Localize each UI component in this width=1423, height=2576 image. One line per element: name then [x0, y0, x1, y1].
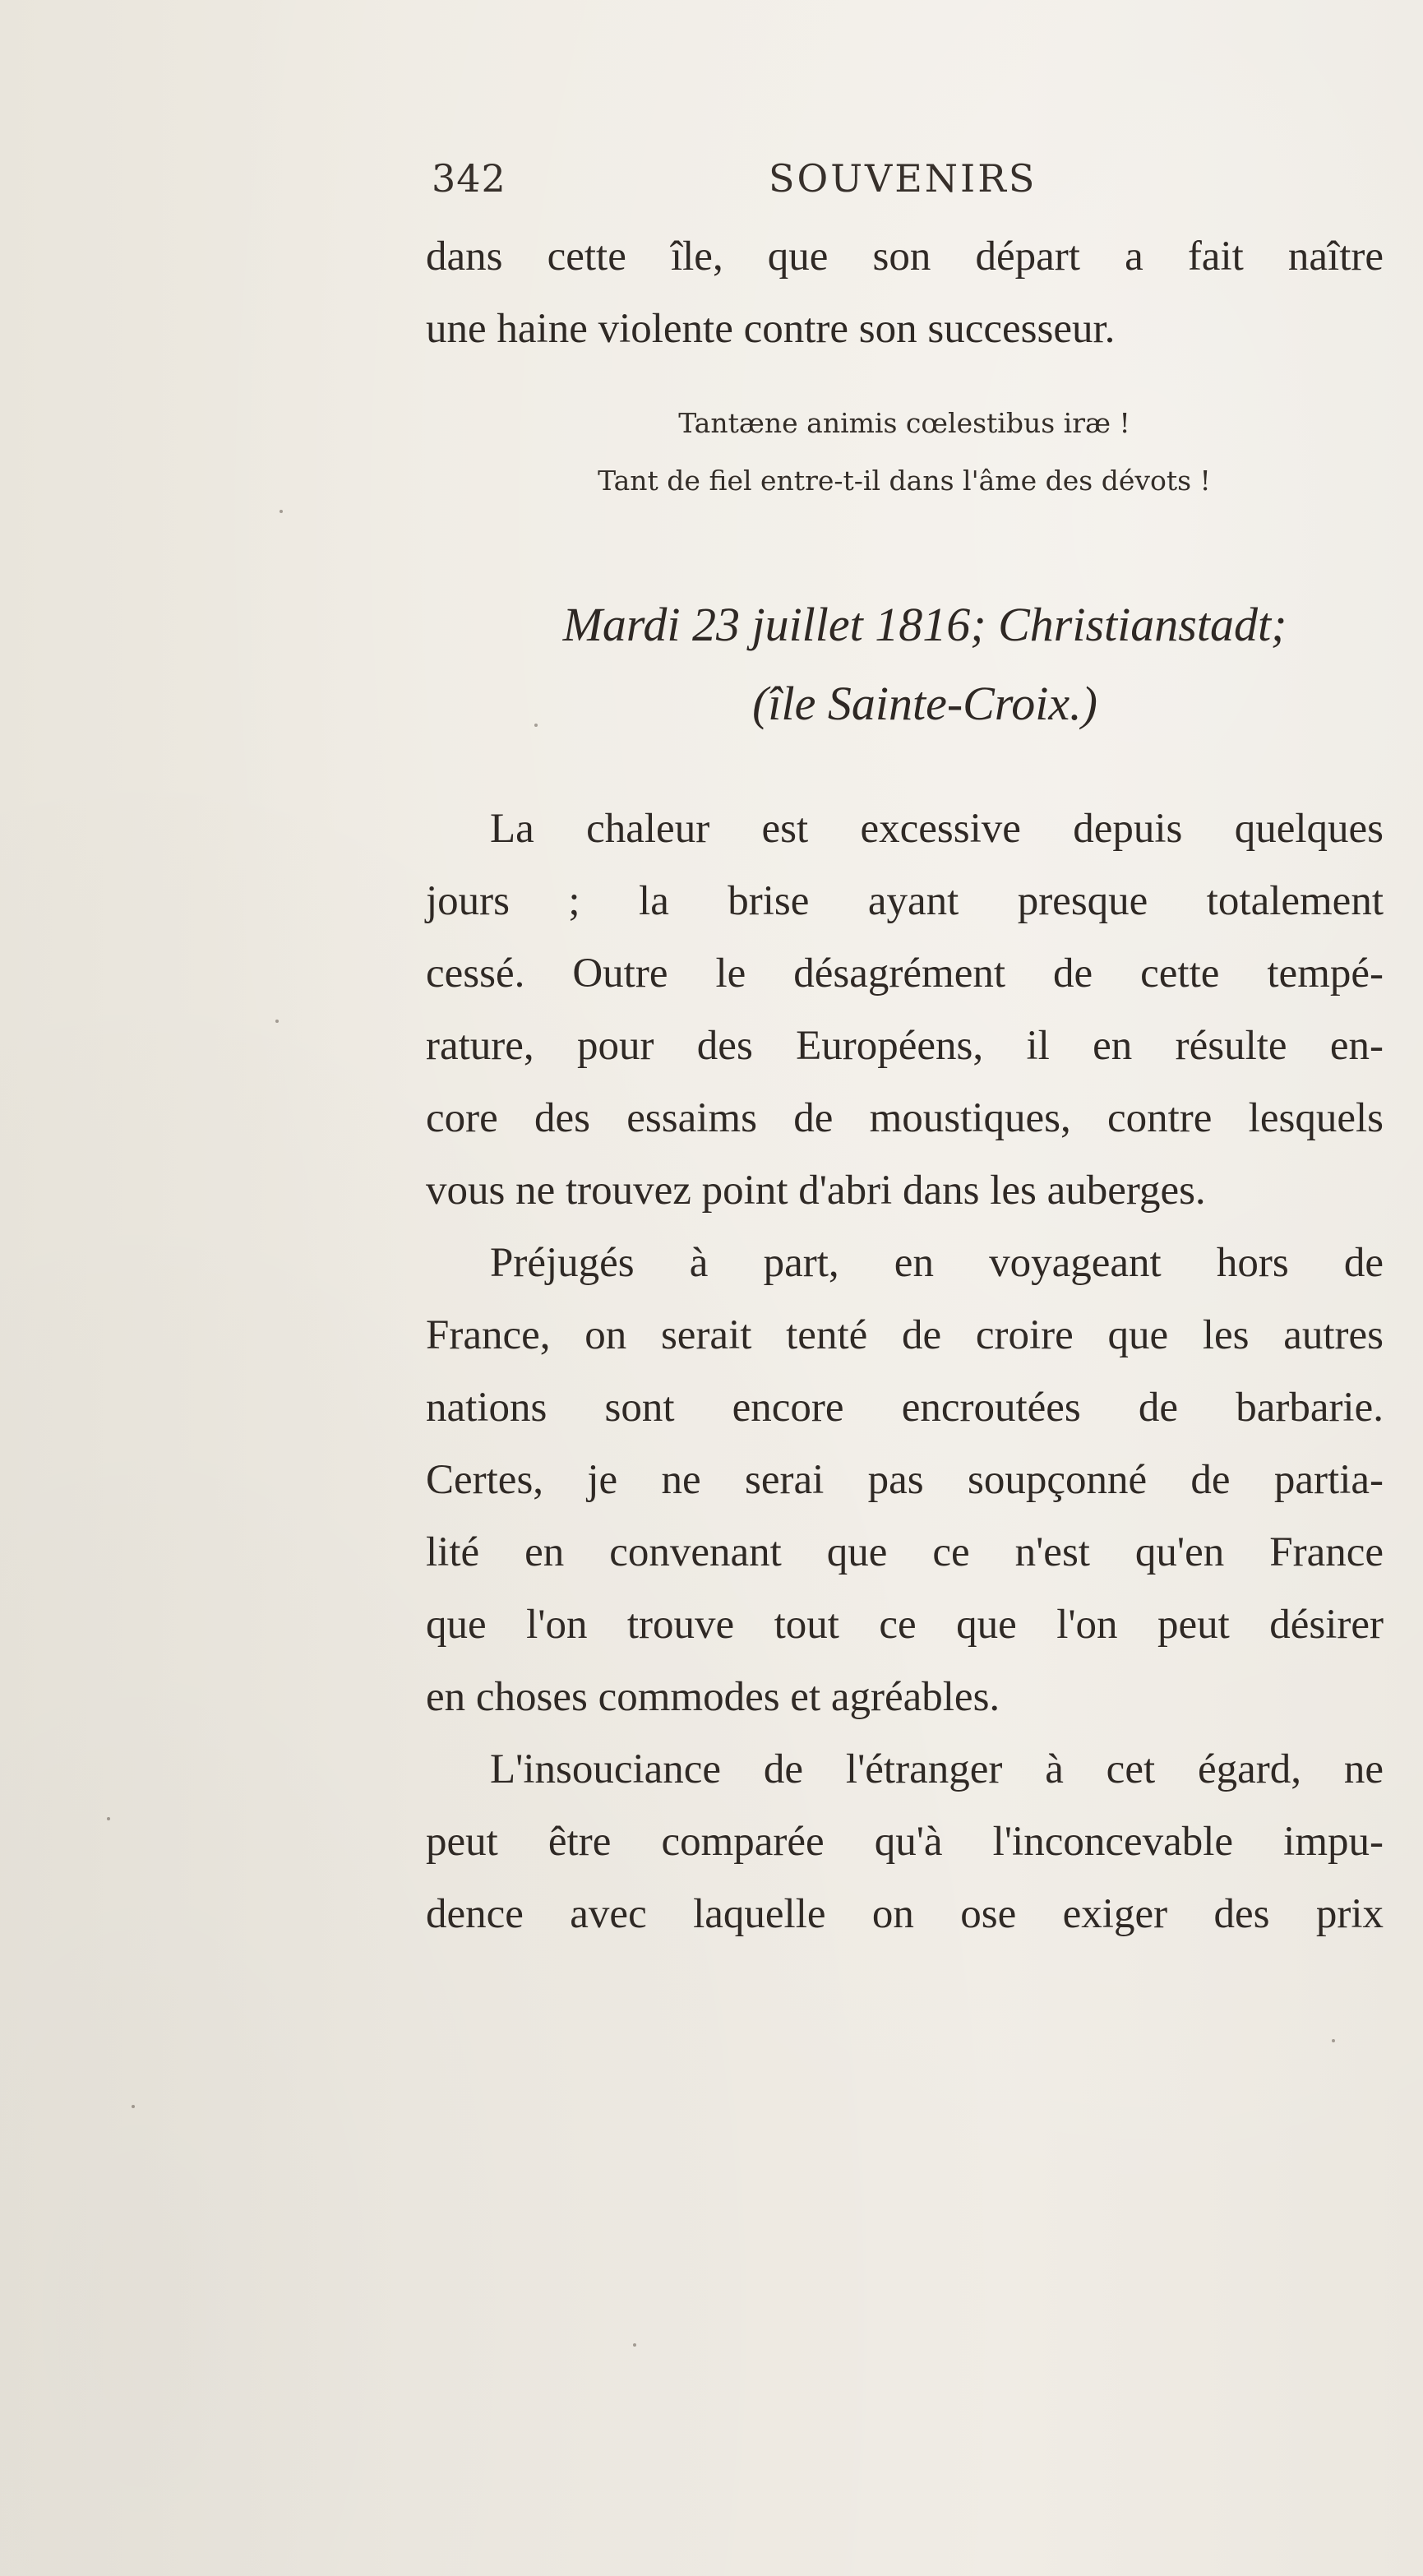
paper-speck [107, 1817, 110, 1820]
body-text [426, 793, 1384, 1950]
text-line: L'insouciance de l'étranger à cet égard, ne [490, 1746, 1384, 1792]
continuation-paragraph [426, 220, 1384, 365]
text-line: dence avec laquelle on ose exiger des prix [426, 1891, 1384, 1937]
text-line: en choses commodes et agréables. [426, 1674, 1000, 1720]
text-line: rature, pour des Européens, il en résulte en- [426, 1023, 1384, 1069]
quote-line-french: Tant de fiel entre-t-il dans l'âme des dévots ! [598, 465, 1211, 497]
text-line: Préjugés à part, en voyageant hors de [490, 1240, 1384, 1286]
text-line: cessé. Outre le désagrément de cette tempé- [426, 950, 1384, 997]
entry-heading [460, 585, 1389, 743]
text-line: nations sont encore encroutées de barbarie. [426, 1385, 1384, 1431]
entry-date: Mardi 23 juillet 1816; Christianstadt; [562, 598, 1287, 651]
entry-location: (île Sainte-Croix.) [752, 677, 1097, 730]
paper-speck [534, 724, 538, 727]
text-line: France, on serait tenté de croire que les autres [426, 1312, 1384, 1358]
text-line: La chaleur est excessive depuis quelques [490, 806, 1384, 852]
page-number: 342 [432, 156, 506, 201]
paper-speck [132, 2105, 135, 2108]
text-line: Certes, je ne serai pas soupçonné de partia- [426, 1457, 1384, 1503]
text-line: une haine violente contre son successeur. [426, 306, 1116, 352]
text-line: core des essaims de moustiques, contre lesquels [426, 1095, 1384, 1141]
paper-speck [1332, 2039, 1335, 2042]
text-line: peut être comparée qu'à l'inconcevable impu- [426, 1819, 1384, 1865]
text-line: lité en convenant que ce n'est qu'en France [426, 1529, 1384, 1575]
paper-speck [633, 2343, 636, 2347]
running-head [432, 156, 1385, 214]
text-line: dans cette île, que son départ a fait naître [426, 234, 1384, 280]
epigraph-quote [460, 395, 1348, 510]
text-line: que l'on trouve tout ce que l'on peut désirer [426, 1602, 1384, 1648]
running-title: SOUVENIRS [769, 156, 1037, 201]
text-line: jours ; la brise ayant presque totalement [426, 878, 1384, 924]
paper-speck [275, 1020, 279, 1023]
quote-line-latin: Tantæne animis cœlestibus iræ ! [678, 407, 1130, 439]
text-line: vous ne trouvez point d'abri dans les auberges. [426, 1168, 1206, 1214]
paper-speck [280, 510, 283, 513]
